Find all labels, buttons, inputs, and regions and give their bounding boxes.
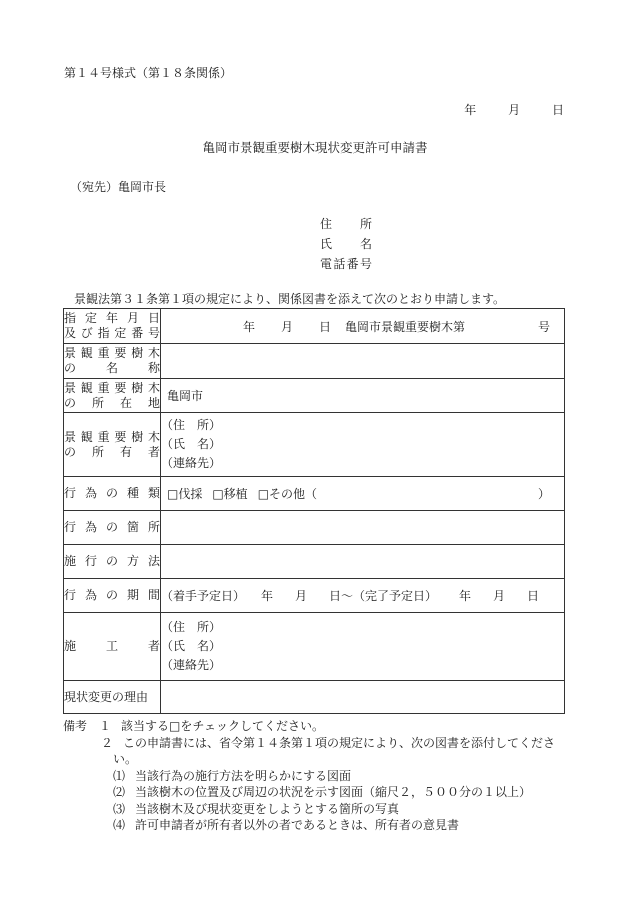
act-place-value[interactable]	[161, 511, 565, 545]
reason-value[interactable]	[161, 681, 565, 714]
row-tree-name	[64, 344, 565, 379]
owner-value[interactable]	[161, 413, 565, 477]
contractor-contact: （連絡先）	[161, 658, 222, 672]
contractor-name: （氏 名）	[161, 639, 222, 653]
period-label: 行為の期間	[64, 579, 161, 613]
date-line	[464, 104, 564, 116]
row-location	[64, 379, 565, 413]
row-period	[64, 579, 565, 613]
notes-head: 備考	[63, 719, 88, 733]
tree-name-value[interactable]	[161, 344, 565, 379]
checkbox-felling[interactable]: □伐採	[167, 487, 203, 501]
reason-label: 現状変更の理由	[64, 681, 161, 714]
act-type-label: 行為の種類	[64, 477, 161, 511]
note-item-1: ⑴ 当該行為の施行方法を明らかにする図面	[113, 768, 352, 783]
row-act-type	[64, 477, 565, 511]
period-value[interactable]: （着手予定日） 年 月 日～（完了予定日） 年 月 日	[161, 579, 565, 613]
method-value[interactable]	[161, 545, 565, 579]
checkbox-transplant[interactable]: □移植	[212, 487, 248, 501]
note-2-number: ２	[101, 735, 114, 750]
note-item-3: ⑶ 当該樹木及び現状変更をしようとする箇所の写真	[113, 801, 400, 816]
note-item-2: ⑵ 当該樹木の位置及び周辺の状況を示す図面（縮尺２，５００分の１以上）	[113, 785, 532, 799]
row-owner	[64, 413, 565, 477]
contractor-address: （住 所）	[161, 620, 222, 634]
designation-prefix: 亀岡市景観重要樹木第	[345, 319, 466, 334]
designation-label: 指定年月日 及び指定番号	[64, 309, 161, 344]
owner-label: 景観重要樹木 の所有者	[64, 413, 161, 477]
note-2-line-b: い。	[113, 752, 138, 766]
designation-suffix: 号	[537, 319, 550, 334]
designation-value[interactable]: 年 月 日 亀岡市景観重要樹木第 号	[161, 309, 565, 344]
applicant-block	[320, 218, 372, 278]
note-item-4: ⑷ 許可申請者が所有者以外の者であるときは、所有者の意見書	[113, 818, 460, 832]
act-type-value	[161, 477, 565, 511]
addressee: （宛先）亀岡市長	[70, 180, 167, 194]
date-day: 日	[551, 103, 564, 117]
applicant-address-label: 住 所	[320, 217, 372, 231]
checkbox-other[interactable]: □その他（	[257, 487, 318, 501]
row-act-place	[64, 511, 565, 545]
lead-text: 景観法第３１条第１項の規定により、関係図書を添えて次のとおり申請します。	[74, 292, 506, 306]
applicant-phone-label: 電話番号	[320, 257, 372, 271]
notes-section	[63, 718, 573, 834]
date-year: 年	[464, 103, 477, 117]
row-contractor	[64, 613, 565, 681]
applicant-name-label: 氏 名	[320, 237, 372, 251]
act-place-label: 行為の箇所	[64, 511, 161, 545]
owner-name: （氏 名）	[161, 437, 222, 451]
owner-contact: （連絡先）	[161, 456, 222, 470]
date-month: 月	[508, 103, 521, 117]
application-table	[63, 308, 565, 714]
note-1-number: １	[99, 719, 112, 733]
location-label: 景観重要樹木 の所在地	[64, 379, 161, 413]
form-number: 第１４号様式（第１８条関係）	[64, 66, 233, 80]
note-1: 該当する□をチェックしてください。	[121, 719, 324, 733]
location-value[interactable]: 亀岡市	[161, 379, 565, 413]
contractor-value[interactable]	[161, 613, 565, 681]
owner-address: （住 所）	[161, 418, 222, 432]
row-reason	[64, 681, 565, 714]
tree-name-label: 景観重要樹木 の 名 称	[64, 344, 161, 379]
other-close-paren: ）	[537, 487, 550, 501]
note-2-line-a: この申請書には、省令第１４条第１項の規定により、次の図書を添付してくださ	[123, 735, 556, 750]
document-title: 亀岡市景観重要樹木現状変更許可申請書	[202, 140, 428, 155]
row-method	[64, 545, 565, 579]
method-label: 施行の方法	[64, 545, 161, 579]
contractor-label: 施 工 者	[64, 613, 161, 681]
row-designation	[64, 309, 565, 344]
